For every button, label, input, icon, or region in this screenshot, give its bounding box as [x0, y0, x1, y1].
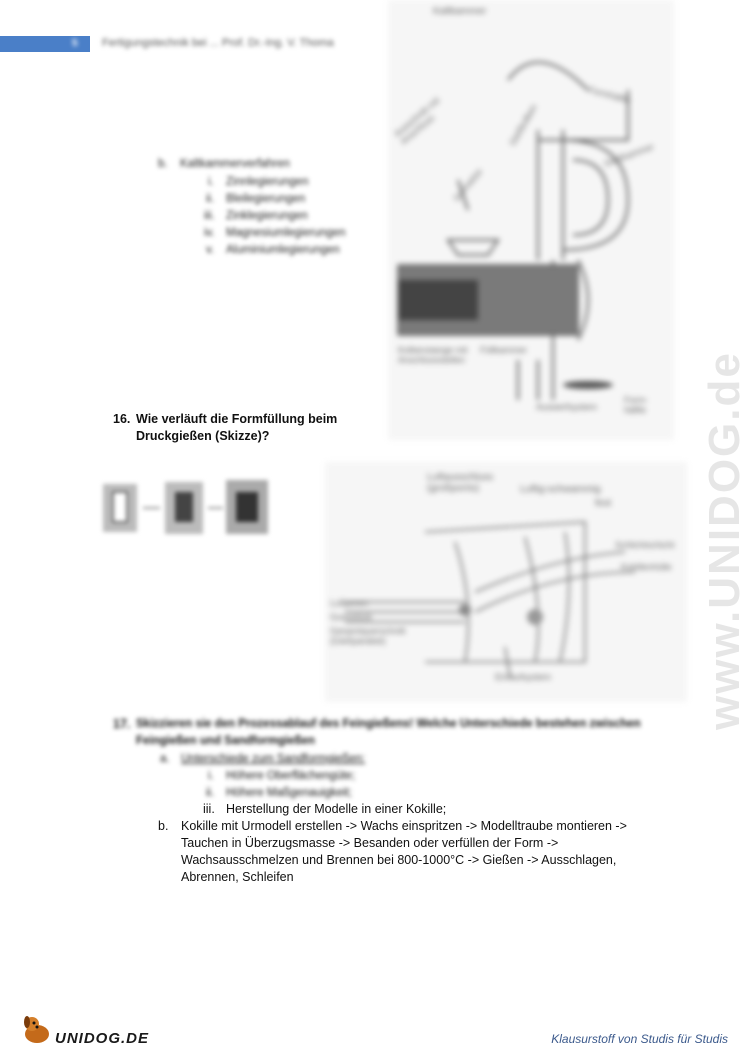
sketch1-label: Gießkammer — [602, 141, 656, 169]
section-b-title: Kaltkammerverfahren — [180, 158, 290, 170]
sketch1-label: Schmelze — [451, 166, 485, 204]
list-item: Bleilegierungen — [226, 193, 306, 205]
sketch1-label: Auswerfsystem — [536, 402, 598, 412]
list-item-num: i. — [208, 770, 214, 782]
sketch2-label: Luftig-schwammig — [520, 484, 601, 495]
sketch-filling-stages — [98, 470, 283, 550]
sketch1-label: Kolbenstange mit Anschlussstellen — [398, 345, 468, 365]
list-item-num: ii. — [206, 787, 215, 799]
header-title: Fertigungstechnik bei ... Prof. Dr.-Ing. V. Thoma — [102, 37, 334, 49]
sketch2-label: Luftausschluss (großporös) — [427, 472, 494, 494]
page-number: 5 — [72, 38, 78, 49]
dog-logo-icon — [20, 1012, 54, 1046]
footer-tagline: Klausurstoff von Studis für Studis — [551, 1032, 728, 1046]
q17-b-line: Wachsausschmelzen und Brennen bei 800-1000°C -> Gießen -> Ausschlagen, — [181, 853, 617, 867]
q17-b-line: Kokille mit Urmodell erstellen -> Wachs einspritzen -> Modelltraube montieren -> — [181, 819, 627, 833]
list-item-num: ii. — [206, 193, 215, 205]
list-item: Zinklegierungen — [226, 210, 308, 222]
q16-number: 16. — [113, 412, 131, 426]
sketch2-label: Gussstück — [330, 612, 373, 622]
sketch1-label: Gießkolben — [507, 102, 539, 148]
list-item-num: iii. — [204, 210, 215, 222]
q16-line1: Wie verläuft die Formfüllung beim — [136, 412, 338, 426]
sketch2-label: Einlaufsystem — [495, 672, 552, 682]
sketch1-label: Füllkammer — [480, 345, 528, 355]
q17-a-label: a. — [160, 753, 170, 765]
list-item: Magnesiumlegierungen — [226, 227, 346, 239]
list-item: Höhere Maßgenauigkeit; — [226, 787, 352, 799]
q17-line2: Feingießen und Sandformgießen — [136, 735, 315, 747]
sketch2-label: Gesamtquerschnitt (Gießparabel) — [330, 626, 406, 646]
sketch2-label: Kokillenhülle — [621, 562, 672, 572]
list-item: Zinnlegierungen — [226, 176, 309, 188]
sketch-coldchamber — [388, 0, 674, 440]
list-item-num: iv. — [204, 227, 215, 239]
list-item-num: iii. — [203, 802, 215, 816]
section-b-label: b. — [158, 158, 168, 170]
sketch2-label: Luftporen — [330, 598, 369, 608]
q17-a-title: Unterschiede zum Sandformgießen: — [181, 753, 366, 765]
watermark: www.UNIDOG.de — [700, 351, 749, 730]
q17-line1: Skizzieren sie den Prozessablauf des Feingießens! Welche Unterschiede bestehen zwischen — [136, 718, 641, 730]
list-item-num: i. — [208, 176, 214, 188]
q17-b-line: Abrennen, Schleifen — [181, 870, 294, 884]
sketch1-label: Formhälfte — [587, 84, 632, 106]
sketch1-label: Kaltkammer — [433, 6, 487, 17]
sketch-porosity — [325, 462, 687, 702]
list-item: Herstellung der Modelle in einer Kokille; — [226, 802, 447, 816]
list-item: Höhere Oberflächengüte; — [226, 770, 356, 782]
q17-b-label: b. — [158, 819, 169, 833]
list-item-num: v. — [206, 244, 215, 256]
sketch1-label: Form-hälfte — [624, 395, 648, 415]
footer-brand: UNIDOG.DE — [55, 1030, 150, 1047]
q17-b-line: Tauchen in Überzugsmasse -> Besanden oder verfüllen der Form -> — [181, 836, 559, 850]
list-item: Aluminiumlegierungen — [226, 244, 340, 256]
q16-line2: Druckgießen (Skizze)? — [136, 429, 270, 443]
sketch1-label: Ausschnitt mit Anschluss — [392, 95, 442, 147]
q17-number: 17. — [113, 717, 131, 731]
sketch2-label: fest — [595, 498, 612, 509]
sketch2-label: Schlichtschicht — [615, 540, 675, 550]
